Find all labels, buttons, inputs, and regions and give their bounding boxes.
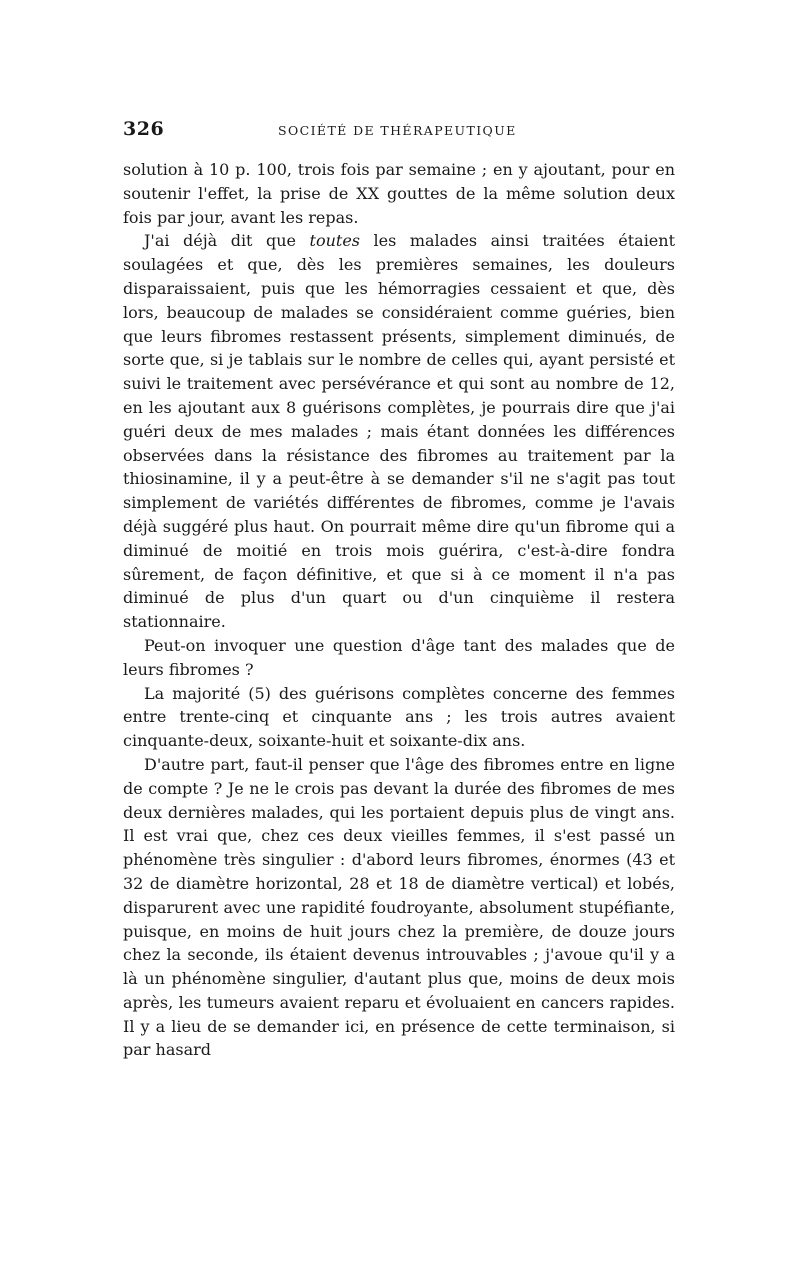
- document-page: [123, 118, 675, 1062]
- paragraph-1: solution à 10 p. 100, trois fois par semaine ; en y ajoutant, pour en soutenir l'effet, la prise de XX gouttes de la même solution deux fois par jour, avant les repas.: [123, 160, 675, 227]
- paragraph-2: [123, 229, 675, 634]
- emphasis-toutes: toutes: [309, 231, 361, 251]
- running-head: [123, 118, 675, 154]
- page-number: 326: [123, 118, 165, 140]
- paragraph-4: La majorité (5) des guérisons complètes concerne des femmes entre trente-cinq et cinquante ans ; les trois autres avaient cinquante-deux, soixante-huit et soixante-dix ans.: [123, 683, 675, 751]
- paragraph-2-rest: les malades ainsi traitées étaient soulagées et que, dès les premières semaines, les douleurs disparaissaient, puis que les hémorragies cessaient et que, dès lors, beaucoup de malades se considéraient comme guéries, bien que leurs fibromes restassent présents, simplement diminués, de sorte que, si je tablais sur le nombre de celles qui, ayant persisté et suivi le traitement avec persévérance et qui sont au nombre de 12, en les ajoutant aux 8 guérisons complètes, je pourrais dire que j'ai guéri deux de mes malades ; mais étant données les différences observées dans la résistance des fibromes au traitement par la thiosinamine, il y a peut-être à se demander s'il ne s'agit pas tout simplement de variétés différentes de fibromes, comme je l'avais déjà suggéré plus haut. On pourrait même dire qu'un fibrome qui a diminué de moitié en trois mois guérira, c'est-à-dire fondra sûrement, de façon définitive, et que si à ce moment il n'a pas diminué de plus d'un quart ou d'un cinquième il restera stationnaire.: [123, 231, 676, 632]
- paragraph-5: D'autre part, faut-il penser que l'âge des fibromes entre en ligne de compte ? Je ne le crois pas devant la durée des fibromes de mes deux dernières malades, qui les portaient depuis plus de vingt ans. Il est vrai que, chez ces deux vieilles femmes, il s'est passé un phénomène très singulier : d'abord leurs fibromes, énormes (43 et 32 de diamètre horizontal, 28 et 18 de diamètre vertical) et lobés, disparurent avec une rapidité foudroyante, absolument stupéfiante, puisque, en moins de huit jours chez la première, de douze jours chez la seconde, ils étaient devenus introuvables ; j'avoue qu'il y a là un phénomène singulier, d'autant plus que, moins de deux mois après, les tumeurs avaient reparu et évoluaient en cancers rapides. Il y a lieu de se demander ici, en présence de cette terminaison, si par hasard: [123, 754, 675, 1060]
- paragraph-2-start: J'ai déjà dit que: [144, 231, 310, 251]
- paragraph-3: Peut-on invoquer une question d'âge tant des malades que de leurs fibromes ?: [123, 635, 675, 679]
- body-text: [123, 158, 675, 1062]
- running-title: SOCIÉTÉ DE THÉRAPEUTIQUE: [278, 123, 517, 138]
